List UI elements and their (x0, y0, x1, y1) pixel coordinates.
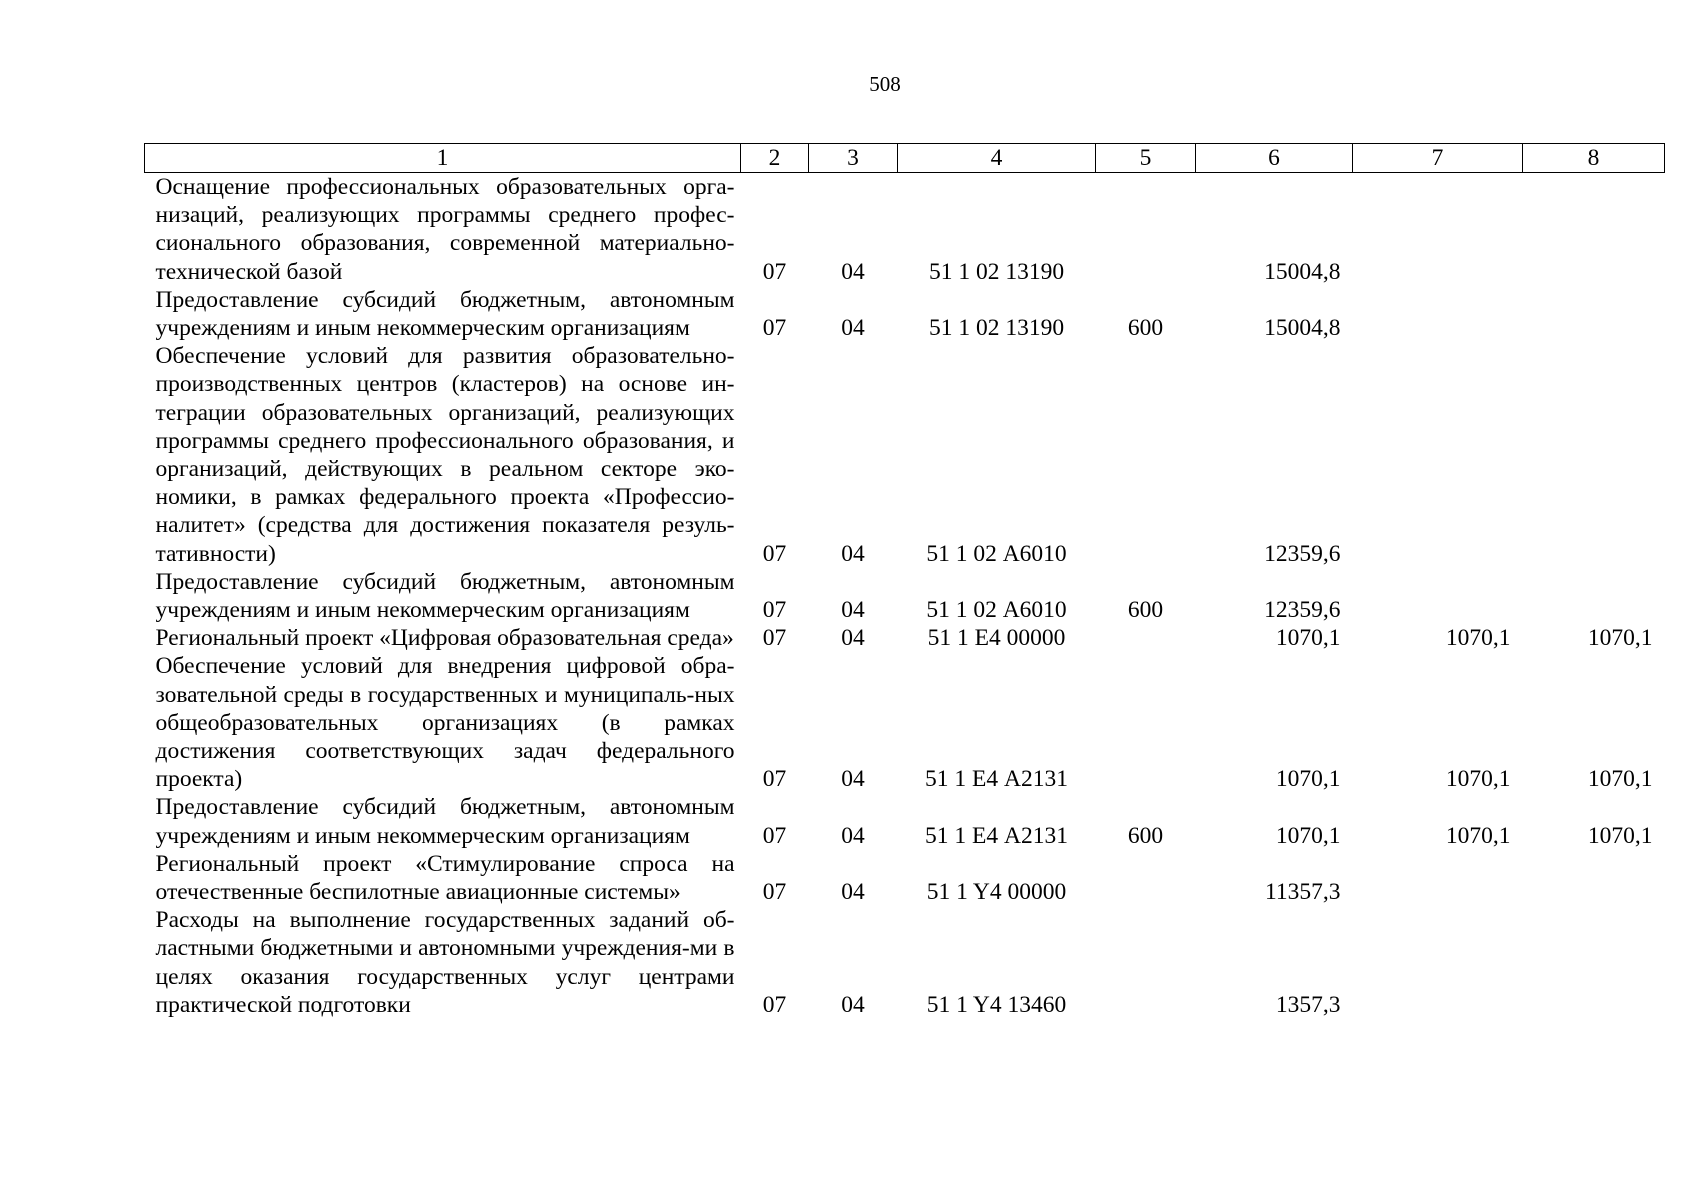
row-target-code: 51 1 Е4 А2131 (925, 766, 1068, 793)
row-subsection: 04 (841, 540, 865, 567)
row-subsection: 04 (841, 258, 865, 285)
row-amount-3 (1523, 286, 1665, 342)
row-amount-3: 1070,1 (1587, 766, 1653, 793)
table-row (145, 850, 1665, 906)
header-col-6: 6 (1196, 144, 1353, 173)
row-section: 07 (762, 766, 787, 793)
row-expense-type: 600 (1127, 597, 1164, 624)
row-target-code: 51 1 02 А6010 (926, 597, 1067, 624)
header-col-3: 3 (809, 144, 898, 173)
row-section: 07 (762, 540, 787, 567)
row-name: Региональный проект «Стимулирование спроса на отечественные беспилотные авиационные системы» (155, 850, 735, 906)
row-expense-type (1096, 906, 1196, 1019)
table-row (145, 906, 1665, 1019)
header-col-5: 5 (1096, 144, 1196, 173)
row-amount-1: 12359,6 (1264, 540, 1341, 567)
row-amount-3 (1523, 342, 1665, 568)
row-name: Предоставление субсидий бюджетным, автономным учреждениям и иным некоммерческим организациям (155, 568, 735, 624)
row-name: Предоставление субсидий бюджетным, автономным учреждениям и иным некоммерческим организациям (155, 286, 735, 342)
row-amount-1: 11357,3 (1264, 879, 1341, 906)
header-row (145, 144, 1665, 173)
row-amount-1: 12359,6 (1264, 597, 1341, 624)
row-amount-2 (1353, 342, 1523, 568)
row-name: Обеспечение условий для внедрения цифровой обра-зовательной среды в государственных и муниципаль-ных общеобразовательных организациях (в рамках достижения соответствующих задач федерального проекта) (155, 653, 735, 793)
row-amount-3 (1523, 173, 1665, 286)
table-row (145, 173, 1665, 286)
row-amount-1: 1070,1 (1275, 625, 1341, 652)
row-amount-1: 1070,1 (1275, 766, 1341, 793)
row-subsection: 04 (841, 991, 865, 1018)
row-amount-2 (1353, 286, 1523, 342)
table-row (145, 652, 1665, 793)
row-target-code: 51 1 02 13190 (928, 315, 1065, 342)
row-section: 07 (762, 991, 787, 1018)
row-amount-2: 1070,1 (1445, 625, 1511, 652)
row-section: 07 (762, 625, 787, 652)
header-col-4: 4 (898, 144, 1096, 173)
row-target-code: 51 1 Е4 00000 (927, 625, 1066, 652)
row-section: 07 (762, 822, 787, 849)
table-row (145, 793, 1665, 849)
table-header (145, 144, 1665, 173)
row-expense-type (1096, 850, 1196, 906)
table-row (145, 568, 1665, 624)
header-col-7: 7 (1353, 144, 1523, 173)
budget-table (144, 143, 1665, 1019)
row-section: 07 (762, 315, 787, 342)
row-name: Расходы на выполнение государственных заданий об-ластными бюджетными и автономными учреждения-ми в целях оказания государственных услуг центрами практической подготовки (155, 907, 735, 1018)
header-col-1: 1 (145, 144, 741, 173)
row-name: Предоставление субсидий бюджетным, автономным учреждениям и иным некоммерческим организациям (155, 794, 735, 849)
row-amount-2: 1070,1 (1445, 766, 1511, 793)
row-amount-3: 1070,1 (1587, 625, 1653, 652)
row-amount-1: 1357,3 (1275, 991, 1341, 1018)
table-row (145, 342, 1665, 568)
row-section: 07 (762, 258, 787, 285)
row-subsection: 04 (841, 766, 865, 793)
row-target-code: 51 1 Y4 00000 (926, 879, 1067, 906)
table-row (145, 286, 1665, 342)
row-expense-type (1096, 624, 1196, 652)
row-expense-type (1096, 173, 1196, 286)
row-section: 07 (762, 879, 787, 906)
row-expense-type (1096, 342, 1196, 568)
row-amount-1: 1070,1 (1275, 822, 1341, 849)
row-name: Оснащение профессиональных образовательных орга-низаций, реализующих программы среднего профес-сионального образования, современной материально-технической базой (155, 174, 735, 285)
row-expense-type: 600 (1127, 822, 1164, 849)
row-amount-3 (1523, 568, 1665, 624)
row-name: Обеспечение условий для развития образовательно-производственных центров (кластеров) на основе ин-теграции образовательных организаций, реализующих программы среднего профессионального образования, и организаций, действующих в реальном секторе эко-номики, в рамках федерального проекта «Профессио-налитет» (средства для достижения показателя резуль-тативности) (155, 343, 735, 567)
header-col-8: 8 (1523, 144, 1665, 173)
row-subsection: 04 (841, 315, 865, 342)
row-target-code: 51 1 Е4 А2131 (925, 822, 1068, 849)
row-subsection: 04 (841, 597, 865, 624)
row-target-code: 51 1 02 А6010 (926, 540, 1067, 567)
row-amount-2: 1070,1 (1445, 822, 1511, 849)
page-number: 508 (869, 72, 901, 96)
row-amount-2 (1353, 906, 1523, 1019)
row-section: 07 (762, 597, 787, 624)
row-target-code: 51 1 02 13190 (928, 258, 1065, 285)
row-amount-3 (1523, 906, 1665, 1019)
row-subsection: 04 (841, 822, 865, 849)
row-amount-2 (1353, 850, 1523, 906)
row-amount-3: 1070,1 (1587, 822, 1653, 849)
header-col-2: 2 (741, 144, 809, 173)
table-body (145, 173, 1665, 1020)
row-expense-type (1096, 652, 1196, 793)
row-amount-3 (1523, 850, 1665, 906)
row-amount-2 (1353, 173, 1523, 286)
row-amount-2 (1353, 568, 1523, 624)
row-subsection: 04 (841, 879, 865, 906)
row-expense-type: 600 (1127, 315, 1164, 342)
row-name: Региональный проект «Цифровая образовательная среда» (155, 625, 734, 652)
row-amount-1: 15004,8 (1264, 315, 1341, 342)
row-amount-1: 15004,8 (1264, 258, 1341, 285)
row-target-code: 51 1 Y4 13460 (926, 991, 1067, 1018)
table-row (145, 624, 1665, 652)
row-subsection: 04 (841, 625, 865, 652)
